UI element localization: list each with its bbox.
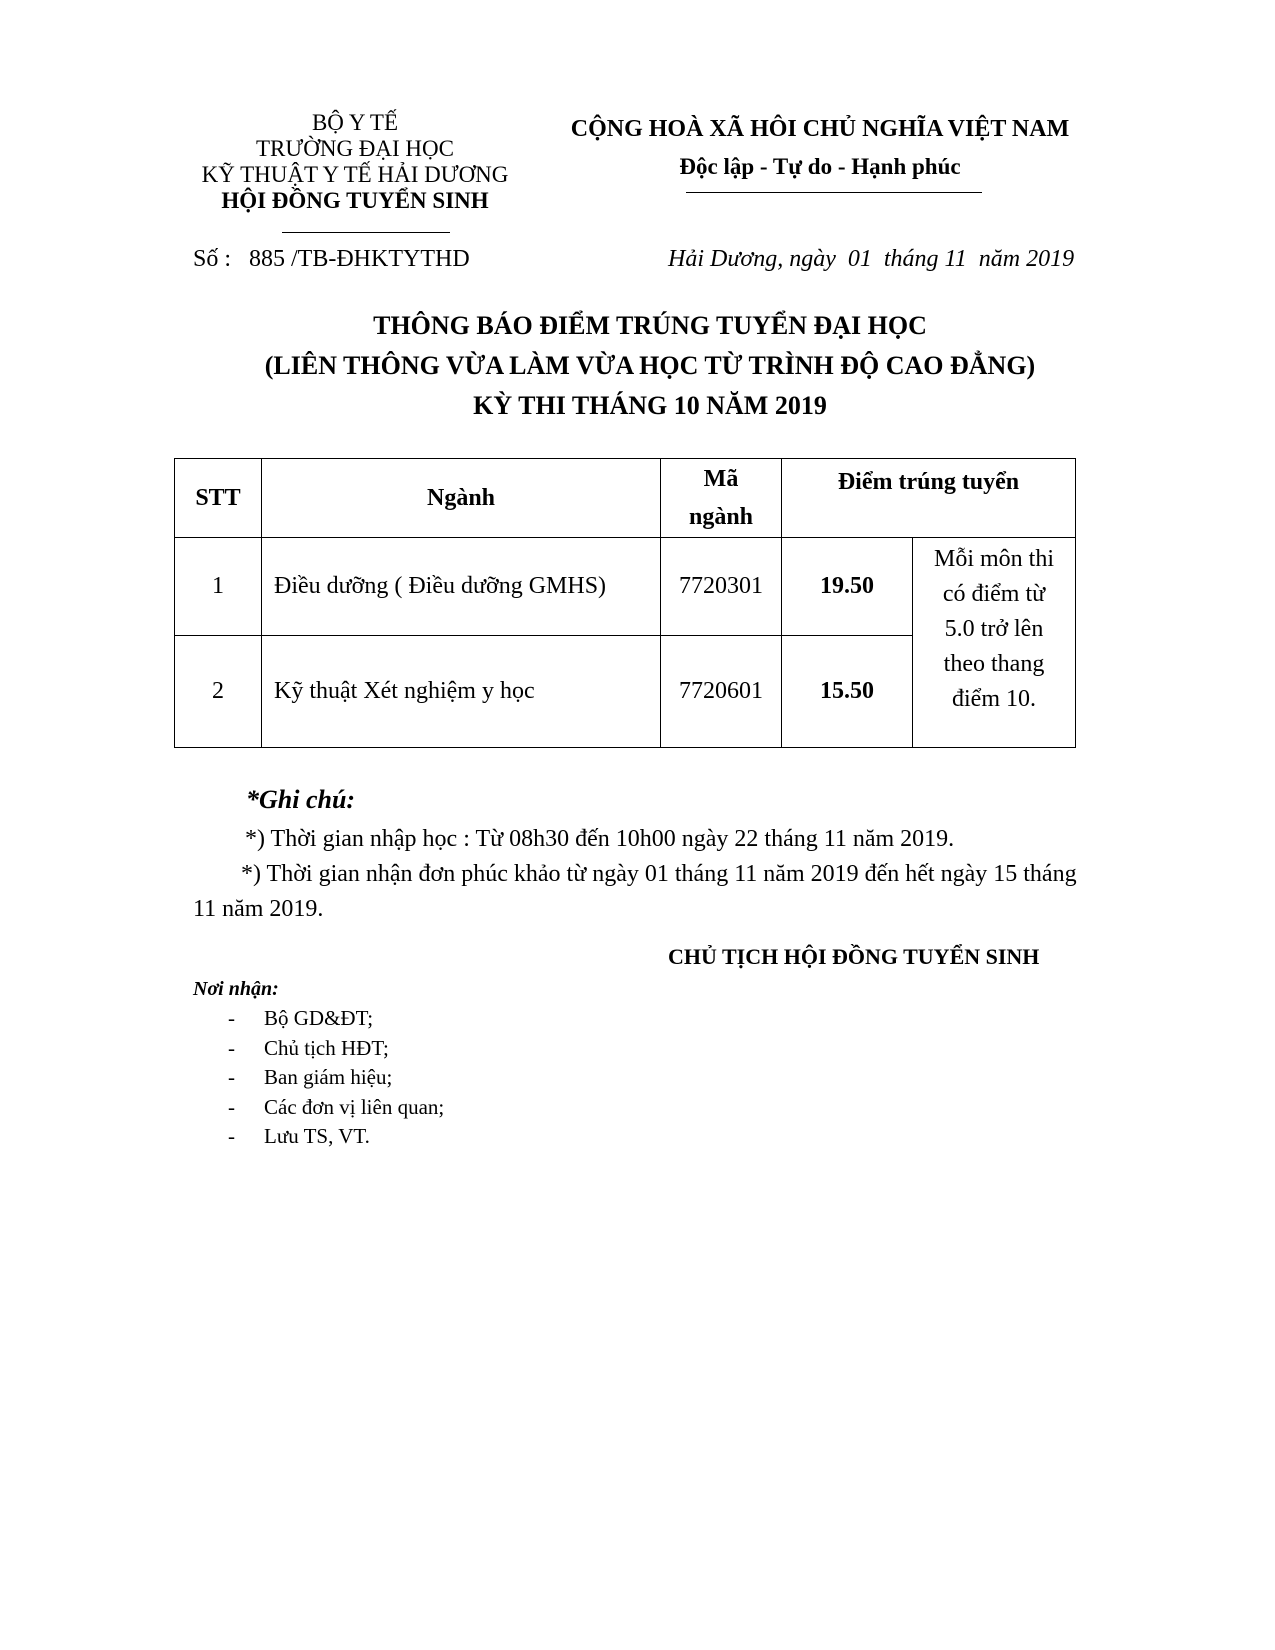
note-appeal-time: *) Thời gian nhận đơn phúc khảo từ ngày 01 tháng 11 năm 2019 đến hết ngày 15 tháng 11 năm 2019.: [193, 861, 1077, 922]
title-line3: KỲ THI THÁNG 10 NĂM 2019: [473, 391, 827, 420]
header-ma-nganh-line2: ngành: [688, 504, 754, 530]
place-date: Hải Dương, ngày 01 tháng 11 năm 2019: [668, 246, 1075, 272]
recipient-label: Lưu TS, VT.: [264, 1124, 370, 1148]
note-line: Mỗi môn thi: [933, 546, 1054, 572]
notes-body: [193, 822, 1103, 927]
row2-nganh: Kỹ thuật Xét nghiệm y học: [262, 636, 661, 748]
recipient-label: Bộ GD&ĐT;: [264, 1006, 374, 1030]
recipients-heading: Nơi nhận:: [193, 978, 279, 1000]
row2-stt: 2: [175, 636, 262, 748]
issuer-underline: [282, 232, 450, 233]
document-number: Số : 885 /TB-ĐHKTYTHD: [193, 246, 470, 272]
table-header-row: [175, 459, 1076, 538]
note-line: có điểm từ: [942, 581, 1046, 607]
table-row: [175, 538, 1076, 636]
title-line1: THÔNG BÁO ĐIỂM TRÚNG TUYỂN ĐẠI HỌC: [373, 311, 927, 340]
admission-scores-table: [174, 458, 1076, 748]
note-enrollment-time: *) Thời gian nhập học : Từ 08h30 đến 10h00 ngày 22 tháng 11 năm 2019.: [245, 826, 955, 852]
university-name-line1: TRƯỜNG ĐẠI HỌC: [255, 136, 454, 161]
list-item: - Chủ tịch HĐT;: [228, 1035, 389, 1060]
document-title: [160, 306, 1140, 426]
list-item: - Lưu TS, VT.: [228, 1124, 370, 1148]
list-item: - Ban giám hiệu;: [228, 1065, 393, 1089]
header-ma-nganh: [661, 459, 782, 538]
signature-title: CHỦ TỊCH HỘI ĐỒNG TUYỂN SINH: [668, 944, 1040, 969]
header-ma-nganh-line1: Mã: [703, 466, 739, 492]
notes-heading: *Ghi chú:: [246, 785, 356, 814]
row2-diem: 15.50: [782, 636, 913, 748]
council-name: HỘI ĐỒNG TUYỂN SINH: [221, 188, 489, 213]
score-condition-note: [913, 538, 1076, 748]
recipients-list: [228, 1004, 444, 1152]
national-motto-block: [560, 114, 1080, 182]
university-name-line2: KỸ THUẬT Y TẾ HẢI DƯƠNG: [201, 162, 509, 187]
motto: Độc lập - Tự do - Hạnh phúc: [679, 154, 961, 179]
country-name: CỘNG HOÀ XÃ HÔI CHỦ NGHĨA VIỆT NAM: [570, 116, 1070, 142]
row1-ma: 7720301: [661, 538, 782, 636]
note-line: điểm 10.: [952, 686, 1036, 712]
title-line2: (LIÊN THÔNG VỪA LÀM VỪA HỌC TỪ TRÌNH ĐỘ CAO ĐẲNG): [264, 351, 1036, 380]
row1-stt: 1: [175, 538, 262, 636]
header-diem: Điểm trúng tuyển: [782, 459, 1076, 538]
note-line: 5.0 trở lên: [944, 616, 1044, 642]
issuer-block: [190, 110, 520, 214]
row2-ma: 7720601: [661, 636, 782, 748]
recipient-label: Chủ tịch HĐT;: [264, 1035, 389, 1060]
header-stt: STT: [175, 459, 262, 538]
recipient-label: Ban giám hiệu;: [264, 1065, 393, 1089]
motto-underline: [686, 192, 982, 193]
header-nganh: Ngành: [262, 459, 661, 538]
row1-diem: 19.50: [782, 538, 913, 636]
ministry-name: BỘ Y TẾ: [311, 110, 399, 135]
row1-nganh: Điều dưỡng ( Điều dưỡng GMHS): [262, 538, 661, 636]
recipient-label: Các đơn vị liên quan;: [264, 1094, 445, 1119]
note-line: theo thang: [943, 651, 1045, 677]
list-item: - Các đơn vị liên quan;: [228, 1094, 445, 1119]
list-item: - Bộ GD&ĐT;: [228, 1006, 374, 1030]
